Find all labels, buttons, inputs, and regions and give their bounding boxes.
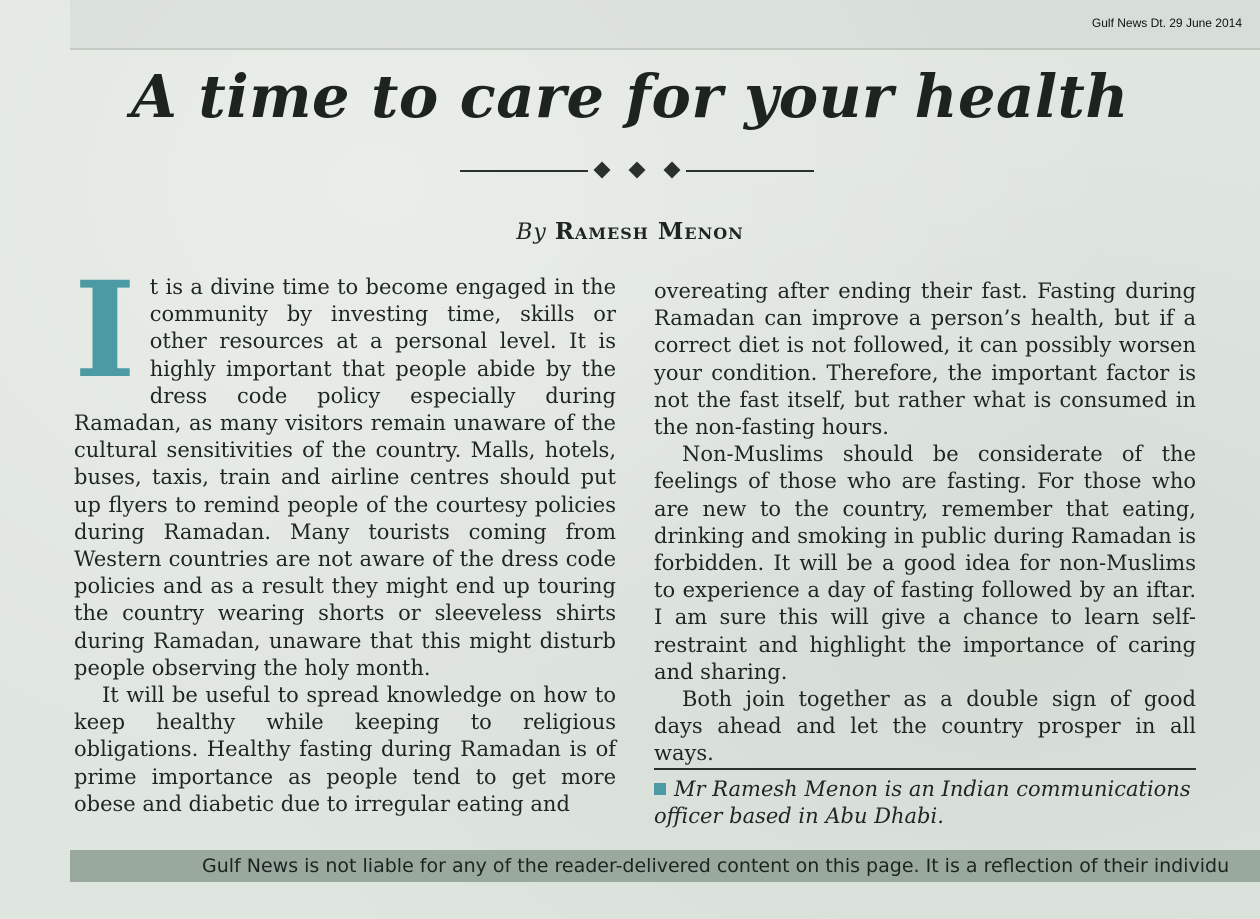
- disclaimer-band: [70, 850, 1260, 882]
- author-note-divider: [654, 768, 1196, 770]
- drop-cap: I: [74, 253, 136, 408]
- disclaimer-text: Gulf News is not liable for any of the reader-delivered content on this page. It is a reflection of their individu: [202, 855, 1230, 877]
- paragraph: Both join together as a double sign of good days ahead and let the country prosper in all ways.: [654, 687, 1196, 766]
- article-column-1: [74, 253, 616, 818]
- previous-article-remnant: [70, 0, 1260, 50]
- byline: [0, 218, 1260, 245]
- headline-ornament: [460, 160, 814, 182]
- paragraph: overeating after ending their fast. Fasting during Ramadan can improve a person’s health, but if a correct diet is not followed, it can possibly worsen your condition. Therefore, the important factor is not the fast itself, but rather what is consumed in the non-fasting hours.: [654, 279, 1196, 440]
- paragraph: Non-Muslims should be considerate of the feelings of those who are fasting. For those who are new to the country, remember that eating, drinking and smoking in public during Ramadan is forbidden. It will be a good idea for non-Muslims to experience a day of fasting followed by an iftar. I am sure this will give a chance to learn self-restraint and highlight the importance of caring and sharing.: [654, 442, 1196, 684]
- author-note: [654, 776, 1196, 830]
- paragraph: [74, 253, 616, 682]
- author-note-text: Mr Ramesh Menon is an Indian communications officer based in Abu Dhabi.: [654, 777, 1191, 828]
- ornament-line-left: [460, 170, 588, 172]
- author-name: Ramesh Menon: [554, 218, 744, 245]
- square-bullet-icon: [654, 783, 666, 795]
- paragraph: It will be useful to spread knowledge on how to keep healthy while keeping to religious obligations. Healthy fasting during Ramadan is of prime importance as people tend to get more obese and diabetic due to irregular eating and: [74, 683, 616, 816]
- ornament-diamond: [664, 162, 681, 179]
- paragraph-text: t is a divine time to become engaged in the community by investing time, skills or other resources at a personal level. It is highly important that people abide by the dress code policy especially during Ramadan, as many visitors remain unaware of the cultural sensitivities of the country. Malls, hotels, buses, taxis, train and airline centres should put up flyers to remind people of the courtesy policies during Ramadan. Many tourists coming from Western countries are not aware of the dress code policies and as a result they might end up touring the country wearing shorts or sleeveless shirts during Ramadan, unaware that this might disturb people observing the holy month.: [74, 275, 616, 680]
- ornament-diamond: [629, 162, 646, 179]
- source-label: Gulf News Dt. 29 June 2014: [1091, 16, 1242, 30]
- ornament-line-right: [686, 170, 814, 172]
- byline-prefix: By: [516, 220, 547, 245]
- article-headline: A time to care for your health: [131, 62, 1129, 131]
- article-column-2: [654, 278, 1196, 768]
- ornament-diamond: [594, 162, 611, 179]
